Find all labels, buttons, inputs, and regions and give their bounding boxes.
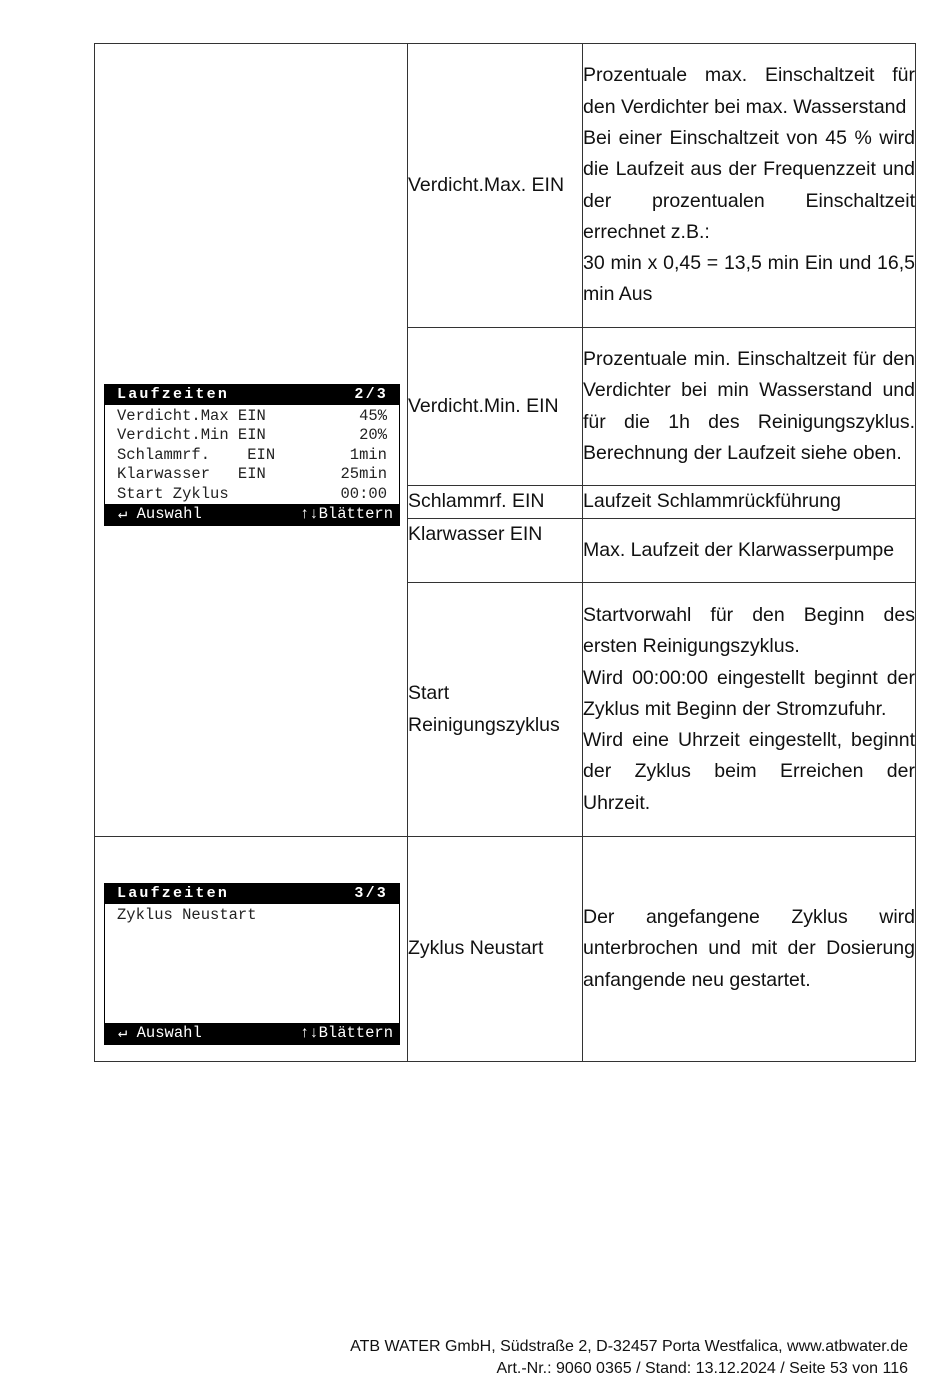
- lcd-body: [105, 904, 399, 1023]
- param-description: [583, 583, 916, 837]
- table-row: [95, 837, 916, 1062]
- lcd-row-value: 1min: [349, 445, 387, 464]
- param-name: Zyklus Neustart: [408, 837, 583, 1062]
- param-name: Verdicht.Max. EIN: [408, 44, 583, 328]
- lcd-header: [105, 884, 399, 904]
- desc-paragraph: Max. Laufzeit der Klarwasserpumpe: [583, 538, 895, 561]
- lcd-menu-row[interactable]: [117, 426, 387, 446]
- lcd-title: Laufzeiten: [117, 885, 230, 902]
- lcd-select-hint: ↵ Auswahl: [118, 1024, 202, 1042]
- desc-paragraph: Startvorwahl für den Beginn des ersten Reinigungszyklus.: [583, 603, 915, 658]
- lcd-body: [105, 405, 399, 505]
- lcd-row-label: Schlammrf. EIN: [117, 445, 276, 464]
- desc-paragraph: Bei einer Einschaltzeit von 45 % wird die Laufzeit aus der Frequenzzeit und der prozentualen Einschaltzeit errechnet z.B.:: [583, 126, 915, 243]
- lcd-row-label: Start Zyklus: [117, 484, 229, 503]
- param-description: [583, 519, 916, 583]
- lcd-row-value: 20%: [359, 426, 387, 445]
- lcd-row-value: 00:00: [340, 484, 387, 503]
- desc-paragraph: Laufzeit Schlammrückführung: [583, 490, 841, 513]
- screen-cell: [95, 44, 408, 837]
- lcd-page-indicator: 3/3: [354, 885, 388, 902]
- lcd-select-hint: ↵ Auswahl: [118, 505, 202, 524]
- lcd-row-value: 45%: [359, 406, 387, 425]
- lcd-screen-laufzeiten-3: [104, 883, 400, 1045]
- screen-cell: [95, 837, 408, 1062]
- lcd-menu-row[interactable]: [117, 446, 387, 466]
- lcd-screen-laufzeiten-2: [104, 384, 400, 527]
- desc-paragraph: Wird 00:00:00 eingestellt beginnt der Zyklus mit Beginn der Stromzufuhr.: [583, 666, 915, 720]
- param-name: Schlammrf. EIN: [408, 486, 583, 519]
- lcd-menu-row[interactable]: [117, 407, 387, 427]
- lcd-header: [105, 385, 399, 405]
- param-description: [583, 328, 916, 486]
- param-description: [583, 44, 916, 328]
- param-description: [583, 486, 916, 519]
- desc-paragraph: Wird eine Uhrzeit eingestellt, beginnt der Zyklus beim Erreichen der Uhrzeit.: [583, 729, 915, 814]
- desc-paragraph: Der angefangene Zyklus wird unterbrochen und mit der Dosierung anfangende neu gestartet.: [583, 906, 915, 991]
- lcd-row-label: Verdicht.Min EIN: [117, 426, 266, 445]
- lcd-menu-row[interactable]: [117, 485, 387, 505]
- lcd-row-label: Klarwasser EIN: [117, 465, 266, 484]
- lcd-footer: [105, 1023, 399, 1044]
- lcd-title: Laufzeiten: [117, 385, 230, 403]
- page-footer: [350, 1336, 908, 1380]
- desc-paragraph: Prozentuale min. Einschaltzeit für den Verdichter bei min Wasserstand und für die 1h des Reinigungszyklus. Berechnung der Laufzeit siehe oben.: [583, 347, 915, 464]
- param-name: Verdicht.Min. EIN: [408, 328, 583, 486]
- lcd-row-label: Verdicht.Max EIN: [117, 406, 266, 425]
- desc-paragraph: Prozentuale max. Einschaltzeit für den Verdichter bei max. Wasserstand: [583, 64, 915, 118]
- desc-paragraph: 30 min x 0,45 = 13,5 min Ein und 16,5 min Aus: [583, 252, 915, 306]
- param-name: Klarwasser EIN: [408, 519, 583, 583]
- lcd-footer: [105, 504, 399, 525]
- lcd-menu-row[interactable]: [117, 465, 387, 485]
- company-address: ATB WATER GmbH, Südstraße 2, D-32457 Porta Westfalica, www.atbwater.de: [350, 1338, 908, 1355]
- param-description: [583, 837, 916, 1062]
- lcd-scroll-hint: ↑↓Blättern: [299, 1024, 393, 1042]
- table-row: [95, 44, 916, 328]
- lcd-page-indicator: 2/3: [354, 385, 388, 403]
- lcd-scroll-hint: ↑↓Blättern: [299, 505, 393, 524]
- parameter-table: [94, 43, 916, 1062]
- lcd-row-value: 25min: [340, 465, 387, 484]
- param-name: Start Reinigungszyklus: [408, 583, 583, 837]
- lcd-menu-row[interactable]: [117, 906, 387, 926]
- lcd-row-label: Zyklus Neustart: [117, 906, 257, 924]
- document-info: Art.-Nr.: 9060 0365 / Stand: 13.12.2024 / Seite 53 von 116: [496, 1360, 908, 1377]
